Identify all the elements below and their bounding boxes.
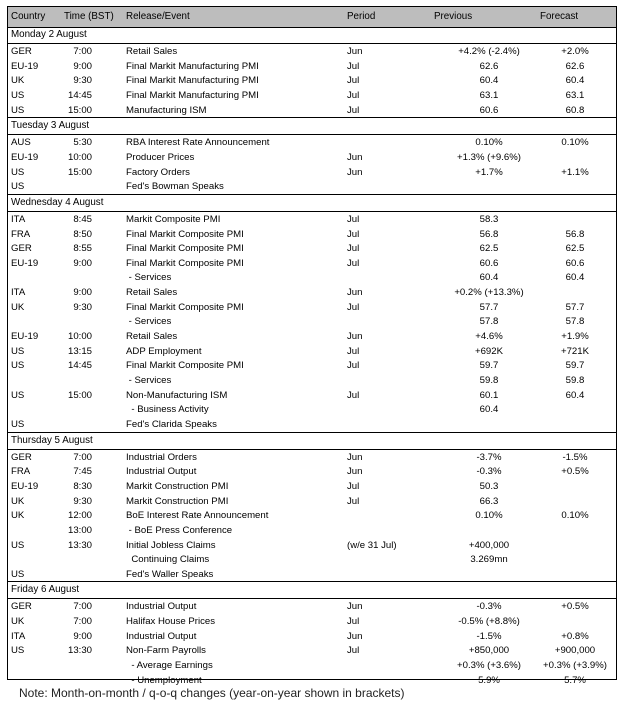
cell-country: AUS xyxy=(11,137,31,149)
cell-forecast: 62.5 xyxy=(565,243,585,255)
table-row xyxy=(8,599,616,614)
table-row xyxy=(8,241,616,256)
economic-calendar-table xyxy=(7,6,617,686)
day-title: Thursday 5 August xyxy=(11,434,93,446)
cell-forecast: +0.3% (+3.9%) xyxy=(543,660,607,672)
cell-time: 7:45 xyxy=(73,466,92,478)
cell-previous: +692K xyxy=(474,345,503,357)
cell-forecast: 60.8 xyxy=(565,104,585,116)
table-row xyxy=(8,643,616,658)
cell-forecast: 56.8 xyxy=(565,228,585,240)
cell-forecast: 60.4 xyxy=(565,75,585,87)
cell-event: Industrial Output xyxy=(126,466,197,478)
cell-time: 9:30 xyxy=(73,495,92,507)
table-row xyxy=(8,658,616,673)
cell-period: Jul xyxy=(347,301,360,313)
cell-event: Manufacturing ISM xyxy=(126,104,207,116)
cell-country: US xyxy=(11,89,25,101)
table-row xyxy=(8,388,616,403)
cell-time: 8:30 xyxy=(73,480,92,492)
cell-time: 15:00 xyxy=(67,166,92,178)
table-row xyxy=(8,479,616,494)
cell-event: Industrial Output xyxy=(126,601,197,613)
cell-forecast: 60.4 xyxy=(565,389,585,401)
cell-period: Jul xyxy=(347,389,360,401)
cell-previous: -3.7% xyxy=(476,451,502,463)
cell-forecast: +0.5% xyxy=(561,466,589,478)
table-row xyxy=(8,417,616,432)
table-row xyxy=(8,450,616,465)
cell-previous: +4.6% xyxy=(475,331,503,343)
cell-previous: 3.269mn xyxy=(470,554,508,566)
cell-forecast: +721K xyxy=(560,345,589,357)
cell-previous: -0.3% xyxy=(476,466,502,478)
cell-previous: +4.2% (-2.4%) xyxy=(458,46,520,57)
header-event: Release/Event xyxy=(126,11,190,22)
cell-country: EU-19 xyxy=(11,151,39,163)
cell-time: 8:55 xyxy=(73,243,92,255)
cell-forecast: +0.5% xyxy=(561,601,589,613)
cell-country: FRA xyxy=(11,228,31,240)
table-row xyxy=(8,552,616,567)
cell-previous: -0.3% xyxy=(476,601,502,613)
cell-time: 9:00 xyxy=(73,287,92,299)
cell-forecast: 62.6 xyxy=(565,60,585,72)
cell-event: Final Markit Manufacturing PMI xyxy=(126,75,259,87)
table-row xyxy=(8,135,616,150)
table-row xyxy=(8,179,616,194)
cell-time: 13:30 xyxy=(67,539,92,551)
cell-period: Jul xyxy=(347,645,360,657)
table-row xyxy=(8,494,616,509)
cell-period: Jun xyxy=(347,166,363,178)
cell-country: UK xyxy=(11,75,25,87)
cell-forecast: +2.0% xyxy=(561,46,589,57)
cell-previous: -0.5% (+8.8%) xyxy=(458,616,520,628)
cell-time: 8:50 xyxy=(73,228,92,240)
cell-country: UK xyxy=(11,616,25,628)
cell-time: 13:15 xyxy=(67,345,92,357)
cell-country: US xyxy=(11,389,25,401)
cell-period: Jul xyxy=(347,495,360,507)
day-section-title xyxy=(8,27,616,44)
cell-country: US xyxy=(11,418,25,430)
cell-forecast: 5.7% xyxy=(564,674,586,686)
cell-period: Jul xyxy=(347,104,360,116)
cell-previous: 0.10% xyxy=(475,510,503,522)
cell-time: 7:00 xyxy=(73,601,92,613)
cell-period: Jun xyxy=(347,46,363,57)
cell-forecast: +0.8% xyxy=(561,630,589,642)
table-row xyxy=(8,88,616,103)
cell-previous: 66.3 xyxy=(479,495,499,507)
cell-previous: 60.4 xyxy=(479,272,499,284)
table-header xyxy=(8,7,616,28)
cell-event: Fed's Bowman Speaks xyxy=(126,181,224,193)
day-title: Friday 6 August xyxy=(11,584,80,596)
cell-time: 10:00 xyxy=(67,151,92,163)
cell-event: - BoE Press Conference xyxy=(126,524,233,536)
cell-country: ITA xyxy=(11,213,26,225)
day-section-title xyxy=(8,118,616,135)
cell-event: Initial Jobless Claims xyxy=(126,539,216,551)
cell-event: ADP Employment xyxy=(126,345,202,357)
cell-country: GER xyxy=(11,243,32,255)
cell-period: Jul xyxy=(347,480,360,492)
table-row xyxy=(8,212,616,227)
table-row xyxy=(8,227,616,242)
cell-event: Fed's Clarida Speaks xyxy=(126,418,217,430)
cell-event: - Unemployment xyxy=(126,674,202,686)
cell-event: Markit Construction PMI xyxy=(126,480,229,492)
cell-event: BoE Interest Rate Announcement xyxy=(126,510,269,522)
table-row xyxy=(8,629,616,644)
cell-event: Factory Orders xyxy=(126,166,190,178)
cell-event: Fed's Waller Speaks xyxy=(126,568,214,580)
cell-previous: 0.10% xyxy=(475,137,503,149)
cell-time: 8:45 xyxy=(73,213,92,225)
cell-period: Jul xyxy=(347,257,360,269)
cell-country: UK xyxy=(11,495,25,507)
table-row xyxy=(8,256,616,271)
cell-event: Retail Sales xyxy=(126,287,178,299)
cell-event: Retail Sales xyxy=(126,331,178,343)
cell-period: Jul xyxy=(347,89,360,101)
cell-country: EU-19 xyxy=(11,60,39,72)
cell-previous: 60.6 xyxy=(479,104,499,116)
cell-country: GER xyxy=(11,46,32,57)
day-section-title xyxy=(8,433,616,450)
cell-forecast: 0.10% xyxy=(561,137,589,149)
cell-event: - Business Activity xyxy=(126,404,209,416)
cell-period: Jul xyxy=(347,75,360,87)
header-time: Time (BST) xyxy=(64,11,114,22)
cell-time: 7:00 xyxy=(73,46,92,57)
footnote: Note: Month-on-month / q-o-q changes (year-on-year shown in brackets) xyxy=(19,686,405,700)
cell-previous: 56.8 xyxy=(479,228,499,240)
cell-event: RBA Interest Rate Announcement xyxy=(126,137,270,149)
table-row xyxy=(8,464,616,479)
cell-country: US xyxy=(11,181,25,193)
cell-previous: +1.7% xyxy=(475,166,503,178)
cell-period: Jun xyxy=(347,451,363,463)
cell-previous: 50.3 xyxy=(479,480,499,492)
table-row xyxy=(8,165,616,180)
cell-country: US xyxy=(11,166,25,178)
cell-country: UK xyxy=(11,510,25,522)
cell-previous: 62.5 xyxy=(479,243,499,255)
day-title: Tuesday 3 August xyxy=(11,120,90,132)
cell-time: 9:00 xyxy=(73,60,92,72)
cell-country: EU-19 xyxy=(11,480,39,492)
cell-previous: -1.5% xyxy=(476,630,502,642)
cell-time: 13:00 xyxy=(67,524,92,536)
cell-country: US xyxy=(11,645,25,657)
cell-previous: 59.7 xyxy=(479,360,499,372)
cell-time: 7:00 xyxy=(73,451,92,463)
cell-event: Final Markit Composite PMI xyxy=(126,301,244,313)
cell-forecast: 60.4 xyxy=(565,272,585,284)
cell-time: 10:00 xyxy=(67,331,92,343)
cell-previous: 59.8 xyxy=(479,375,499,386)
cell-country: GER xyxy=(11,451,32,463)
cell-time: 7:00 xyxy=(73,616,92,628)
day-section-title xyxy=(8,582,616,599)
cell-period: (w/e 31 Jul) xyxy=(347,539,397,551)
table-row xyxy=(8,373,616,388)
cell-event: - Services xyxy=(126,316,172,328)
cell-period: Jul xyxy=(347,616,360,628)
table-row xyxy=(8,285,616,300)
cell-country: US xyxy=(11,360,25,372)
day-title: Monday 2 August xyxy=(11,29,87,40)
cell-event: Final Markit Manufacturing PMI xyxy=(126,60,259,72)
cell-event: Markit Composite PMI xyxy=(126,213,221,225)
cell-previous: +400,000 xyxy=(468,539,510,551)
cell-previous: 58.3 xyxy=(479,213,499,225)
cell-country: EU-19 xyxy=(11,257,39,269)
cell-country: FRA xyxy=(11,466,31,478)
cell-previous: +850,000 xyxy=(468,645,510,657)
cell-country: US xyxy=(11,568,25,580)
cell-event: Industrial Orders xyxy=(126,451,197,463)
cell-time: 15:00 xyxy=(67,104,92,116)
cell-event: - Services xyxy=(126,375,172,386)
cell-previous: +1.3% (+9.6%) xyxy=(457,151,521,163)
header-forecast: Forecast xyxy=(540,11,579,22)
cell-event: Retail Sales xyxy=(126,46,178,57)
cell-time: 9:00 xyxy=(73,257,92,269)
cell-time: 9:30 xyxy=(73,75,92,87)
cell-event: Markit Construction PMI xyxy=(126,495,229,507)
cell-previous: 5.9% xyxy=(478,674,500,686)
header-period: Period xyxy=(347,11,376,22)
table-row xyxy=(8,103,616,118)
table-row xyxy=(8,538,616,553)
cell-forecast: +1.9% xyxy=(561,331,589,343)
cell-period: Jun xyxy=(347,331,363,343)
table-row xyxy=(8,270,616,285)
cell-event: Final Markit Composite PMI xyxy=(126,360,244,372)
cell-forecast: 60.6 xyxy=(565,257,585,269)
table-row xyxy=(8,508,616,523)
cell-country: ITA xyxy=(11,630,26,642)
cell-forecast: 59.8 xyxy=(565,375,585,386)
day-section-title xyxy=(8,195,616,212)
day-title: Wednesday 4 August xyxy=(11,196,104,208)
cell-event: - Services xyxy=(126,272,172,284)
cell-country: UK xyxy=(11,301,25,313)
cell-time: 9:00 xyxy=(73,630,92,642)
cell-event: Industrial Output xyxy=(126,630,197,642)
cell-forecast: 63.1 xyxy=(565,89,585,101)
cell-event: Final Markit Manufacturing PMI xyxy=(126,89,259,101)
cell-event: Final Markit Composite PMI xyxy=(126,257,244,269)
cell-event: Continuing Claims xyxy=(126,554,210,566)
cell-previous: 57.8 xyxy=(479,316,499,328)
cell-period: Jul xyxy=(347,213,360,225)
cell-period: Jul xyxy=(347,243,360,255)
cell-period: Jun xyxy=(347,151,363,163)
cell-country: GER xyxy=(11,601,32,613)
cell-event: Final Markit Composite PMI xyxy=(126,243,244,255)
cell-previous: 60.4 xyxy=(479,75,499,87)
cell-event: Final Markit Composite PMI xyxy=(126,228,244,240)
cell-event: Non-Farm Payrolls xyxy=(126,645,206,657)
table-row xyxy=(8,73,616,88)
cell-previous: +0.3% (+3.6%) xyxy=(457,660,521,672)
cell-forecast: 0.10% xyxy=(561,510,589,522)
cell-time: 13:30 xyxy=(67,645,92,657)
header-country: Country xyxy=(11,11,46,22)
cell-previous: 60.6 xyxy=(479,257,499,269)
table-row xyxy=(8,614,616,629)
cell-country: ITA xyxy=(11,287,26,299)
cell-time: 5:30 xyxy=(73,137,92,149)
header-previous: Previous xyxy=(434,11,473,22)
cell-event: Producer Prices xyxy=(126,151,195,163)
cell-country: US xyxy=(11,345,25,357)
cell-previous: 62.6 xyxy=(479,60,499,72)
cell-previous: 60.1 xyxy=(479,389,499,401)
cell-previous: +0.2% (+13.3%) xyxy=(454,287,524,299)
table-row xyxy=(8,300,616,315)
cell-period: Jul xyxy=(347,360,360,372)
table-row xyxy=(8,59,616,74)
cell-period: Jun xyxy=(347,466,363,478)
table-row xyxy=(8,523,616,538)
cell-time: 15:00 xyxy=(67,389,92,401)
cell-time: 9:30 xyxy=(73,301,92,313)
cell-period: Jul xyxy=(347,228,360,240)
cell-period: Jun xyxy=(347,630,363,642)
cell-time: 14:45 xyxy=(67,360,92,372)
cell-time: 14:45 xyxy=(67,89,92,101)
table-row xyxy=(8,150,616,165)
table-row xyxy=(8,358,616,373)
table-row xyxy=(8,344,616,359)
table-row xyxy=(8,314,616,329)
cell-previous: 57.7 xyxy=(479,301,499,313)
cell-country: US xyxy=(11,104,25,116)
cell-forecast: +900,000 xyxy=(554,645,596,657)
cell-event: Halifax House Prices xyxy=(126,616,216,628)
table-row xyxy=(8,329,616,344)
cell-forecast: 57.8 xyxy=(565,316,585,328)
cell-forecast: 59.7 xyxy=(565,360,585,372)
cell-event: Non-Manufacturing ISM xyxy=(126,389,228,401)
cell-period: Jun xyxy=(347,601,363,613)
cell-period: Jun xyxy=(347,287,363,299)
cell-period: Jul xyxy=(347,60,360,72)
cell-country: EU-19 xyxy=(11,331,39,343)
cell-period: Jul xyxy=(347,345,360,357)
cell-forecast: +1.1% xyxy=(561,166,589,178)
cell-country: US xyxy=(11,539,25,551)
table-row xyxy=(8,402,616,417)
cell-forecast: -1.5% xyxy=(562,451,588,463)
cell-event: - Average Earnings xyxy=(126,660,213,672)
cell-time: 12:00 xyxy=(67,510,92,522)
cell-previous: 63.1 xyxy=(479,89,499,101)
cell-forecast: 57.7 xyxy=(565,301,585,313)
cell-previous: 60.4 xyxy=(479,404,499,416)
table-row xyxy=(8,44,616,59)
table-row xyxy=(8,567,616,582)
